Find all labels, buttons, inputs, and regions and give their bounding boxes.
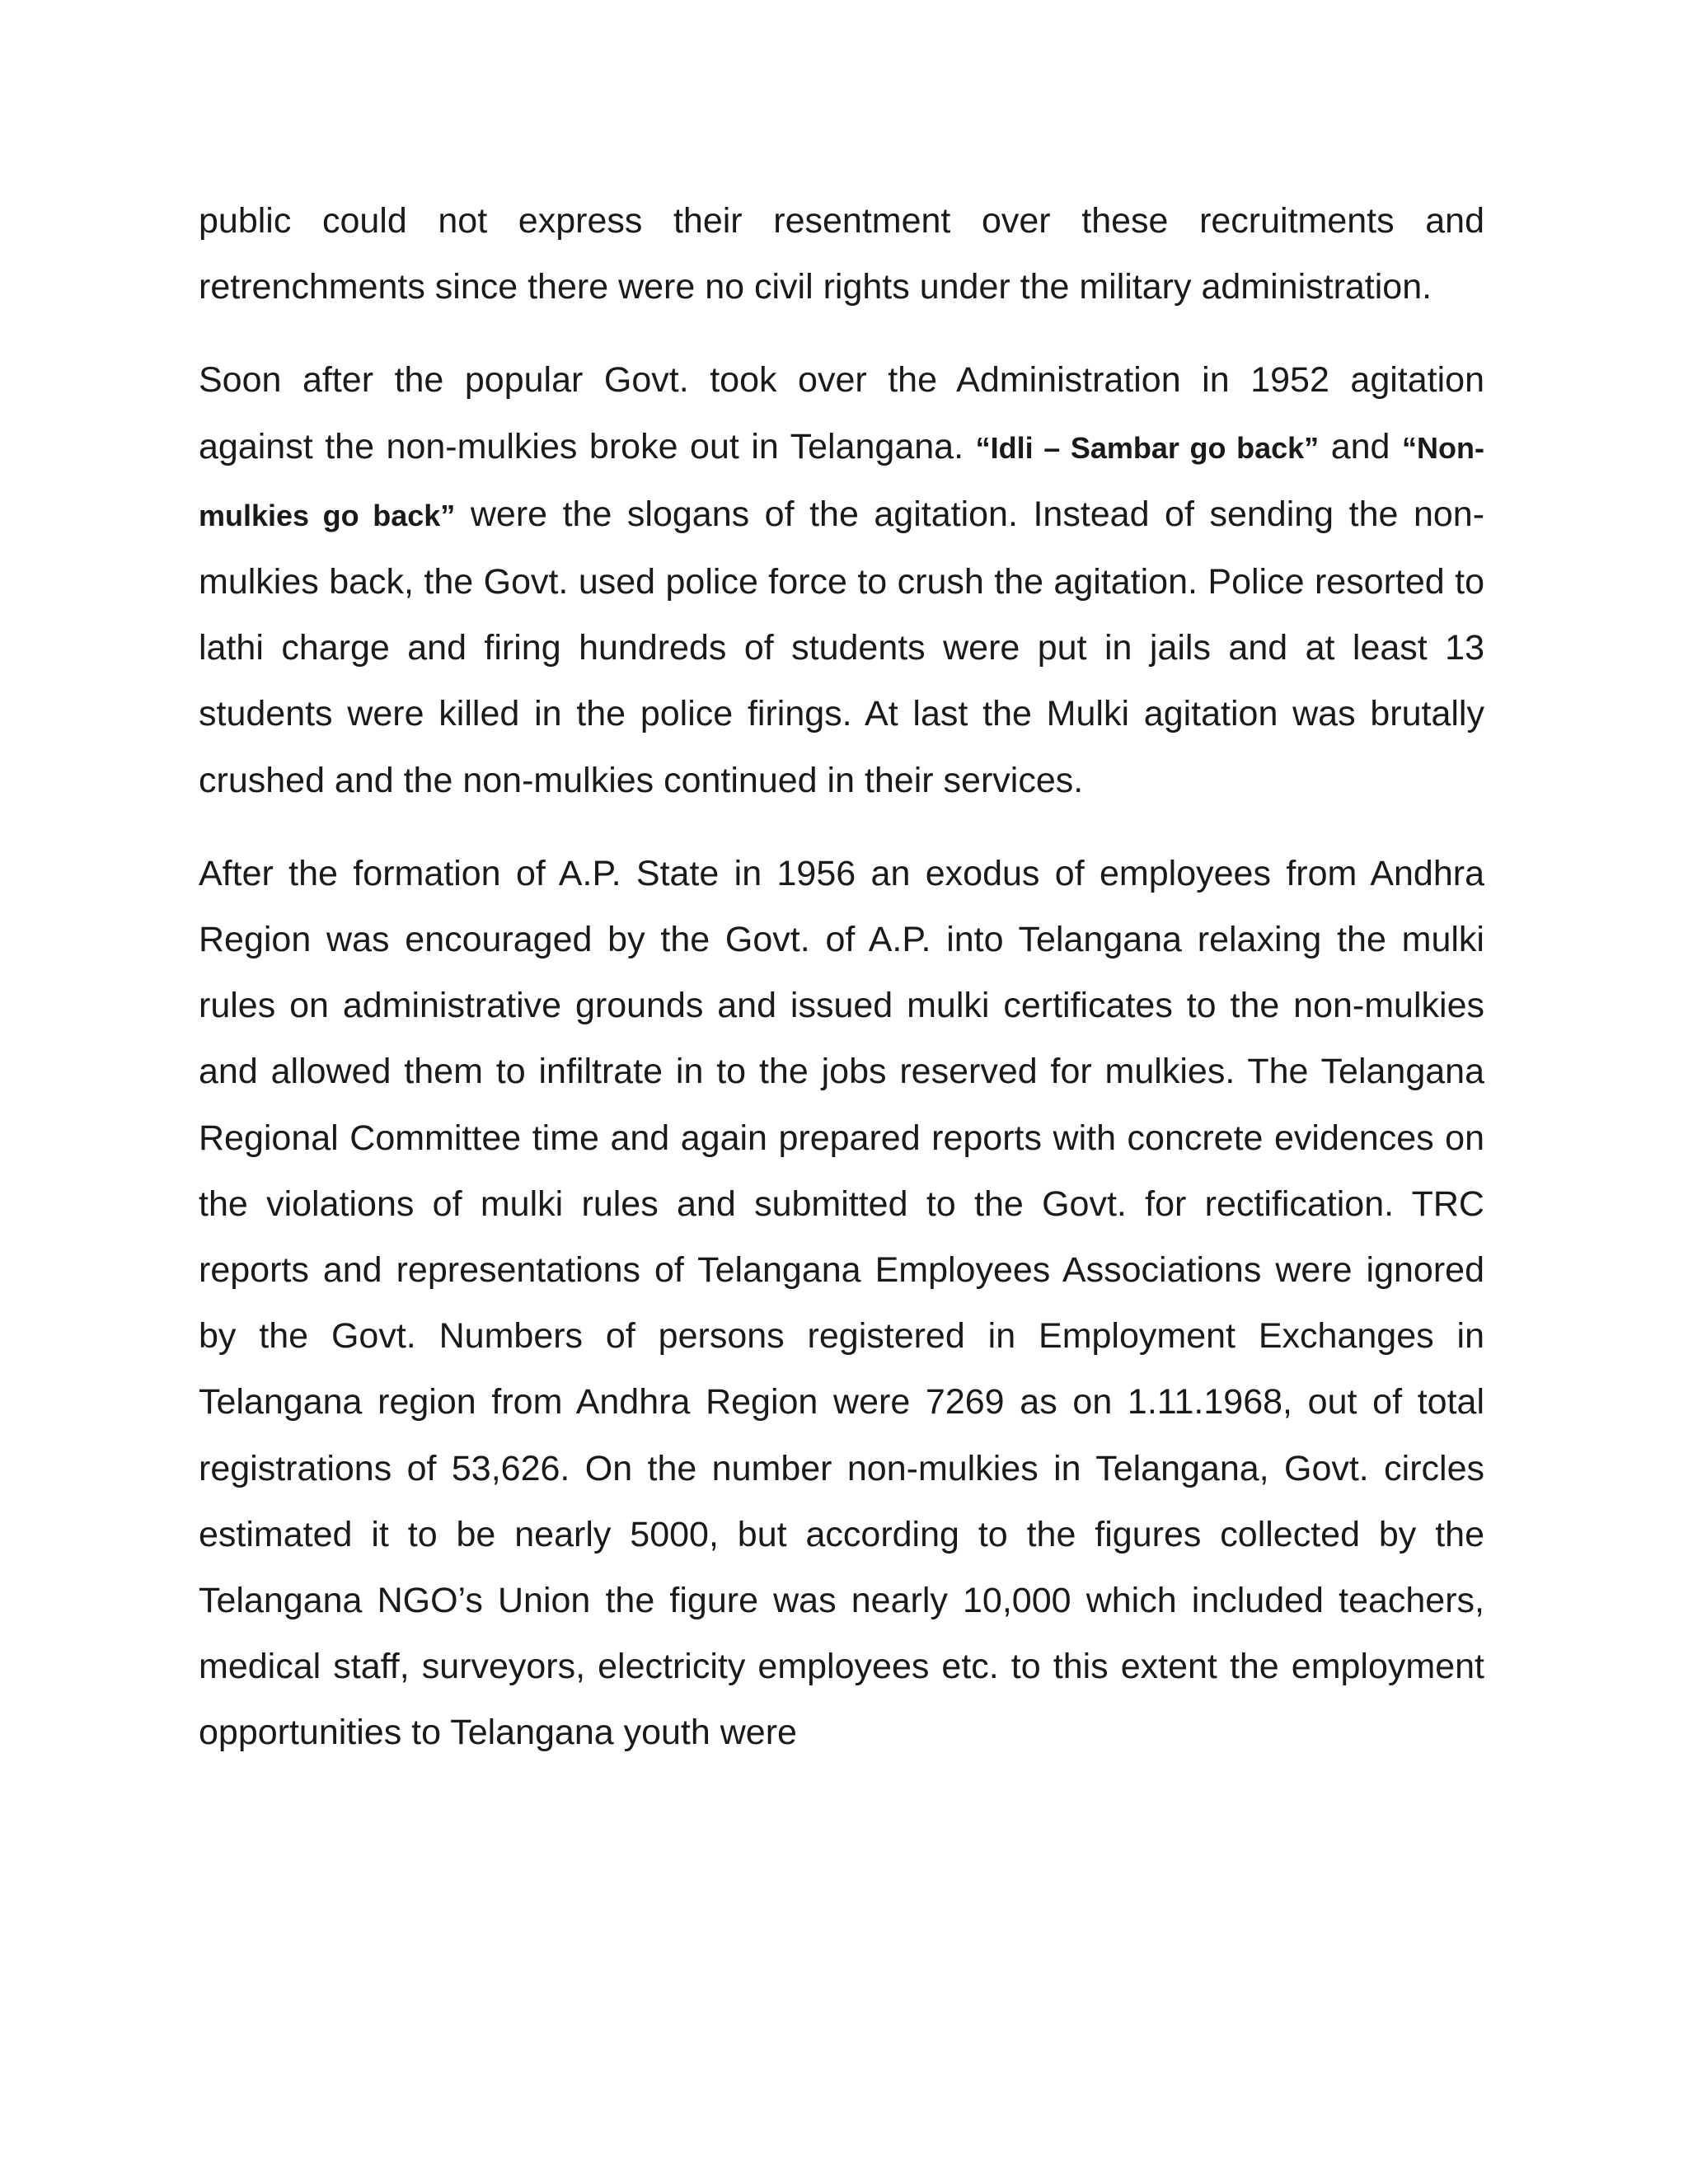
paragraph-mulki-agitation-1952 [199, 347, 1484, 813]
slogan-idli-sambar: “Idli – Sambar go back” [975, 430, 1320, 465]
paragraph-text: public could not express their resentment over these recruitments and retrenchments since there were no civil rights under the military administration. [199, 201, 1484, 307]
paragraph-ap-state-formation [199, 841, 1484, 1766]
slogan-non-mulkies: “Non-mulkies go back” [199, 430, 1485, 532]
paragraph-text: and [1319, 426, 1403, 466]
paragraph-text: After the formation of A.P. State in 1956 an exodus of employees from Andhra Region was encouraged by the Govt. of A.P. into Telangana relaxing the mulki rules on administrative grounds and issued mulki certificates to the non-mulkies and allowed them to infiltrate in to the jobs reserved for mulkies. The Telangana Regional Committee time and again prepared reports with concrete evidences on the violations of mulki rules and submitted to the Govt. for rectification. TRC reports and representations of Telangana Employees Associations were ignored by the Govt. Numbers of persons registered in Employment Exchanges in Telangana region from Andhra Region were 7269 as on 1.11.1968, out of total registrations of 53,626. On the number non-mulkies in Telangana, Govt. circles estimated it to be nearly 5000, but according to the figures collected by the Telangana NGO’s Union the figure was nearly 10,000 which included teachers, medical staff, surveyors, electricity employees etc. to this extent the employment opportunities to Telangana youth were [199, 853, 1484, 1753]
paragraph-text: were the slogans of the agitation. Instead of sending the non-mulkies back, the Govt. used police force to crush the agitation. Police resorted to lathi charge and firing hundreds of students were put in jails and at least 13 students were killed in the police firings. At last the Mulki agitation was brutally crushed and the non-mulkies continued in their services. [199, 494, 1485, 800]
body-text [199, 188, 1484, 1793]
paragraph-text: Soon after the popular Govt. took over the Administration in 1952 agitation against the non-mulkies broke out in Telangana. [199, 360, 1484, 466]
paragraph-military-administration [199, 188, 1484, 320]
